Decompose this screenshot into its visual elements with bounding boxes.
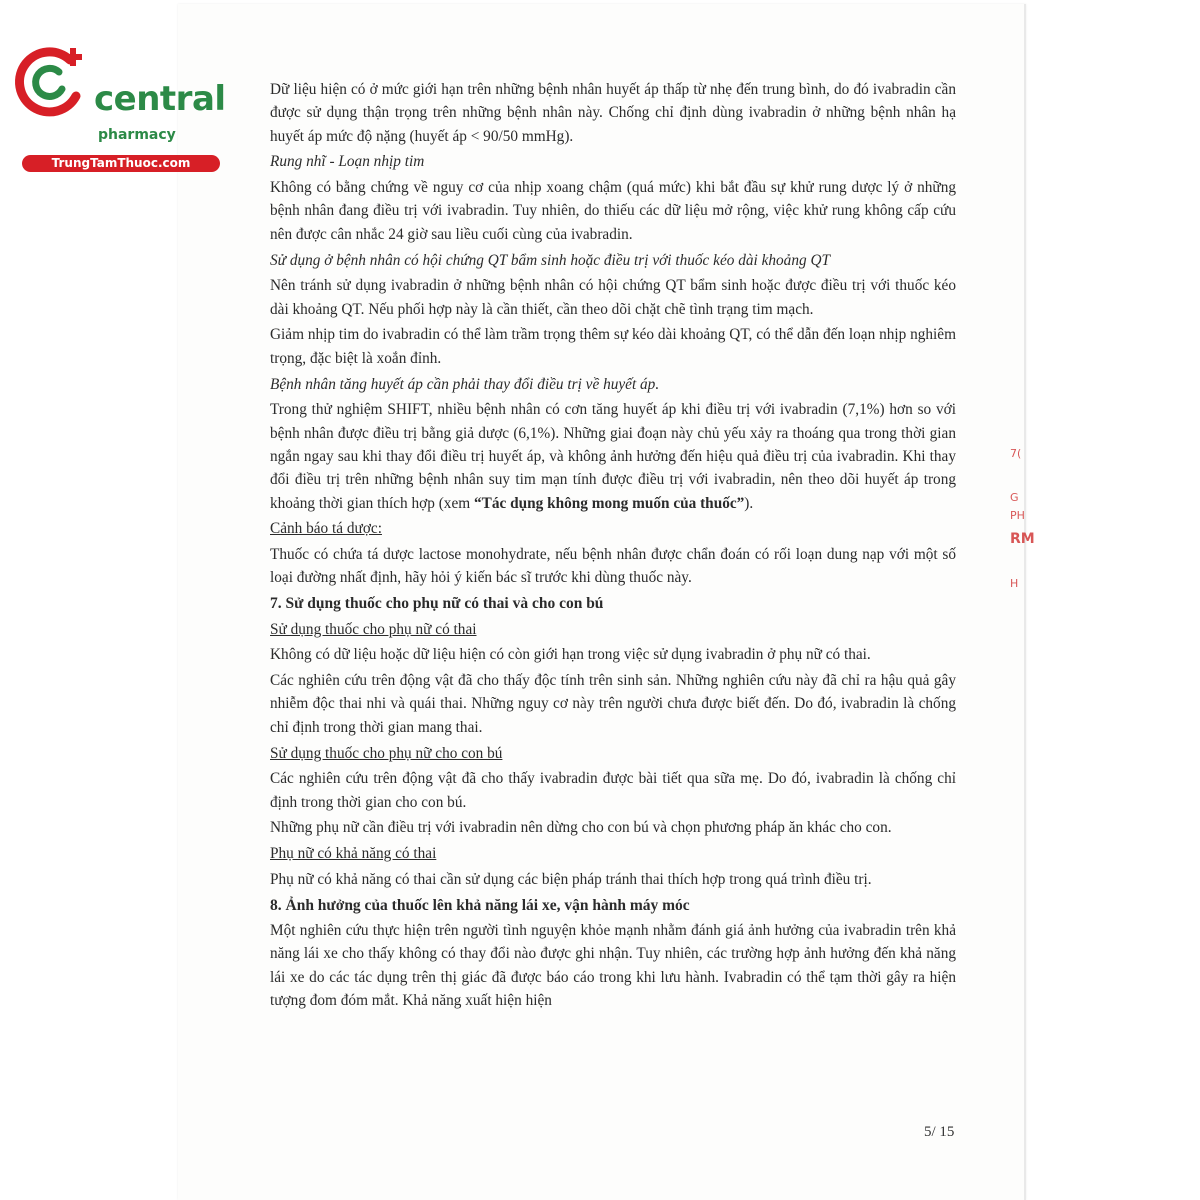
red-stamp-fragment (1008, 447, 1035, 598)
page-number: 5/ 15 (924, 1124, 955, 1140)
stamp-fragment-3: PH (1010, 509, 1025, 522)
heading-fertility: Phụ nữ có khả năng có thai (270, 845, 437, 863)
paragraph-pregnancy-data: Không có dữ liệu hoặc dữ liệu hiện có còn giới hạn trong việc sử dụng ivabradin ở phụ nữ có thai. (270, 646, 871, 664)
document-body (270, 78, 956, 1015)
paragraph-breast-milk: Các nghiên cứu trên động vật đã cho thấy ivabradin được bài tiết qua sữa mẹ. Do đó, ivabradin là chống chỉ định trong thời gian cho con bú. (270, 770, 956, 811)
stamp-fragment-1: 7( (1010, 447, 1022, 460)
paragraph-qt-avoid: Nên tránh sử dụng ivabradin ở những bệnh nhân có hội chứng QT bẩm sinh hoặc được điều trị với thuốc kéo dài khoảng QT. Nếu phối hợp này là cần thiết, cần theo dõi chặt chẽ tình trạng tim mạch. (270, 277, 956, 318)
heading-excipient-warning: Cảnh báo tá dược: (270, 520, 382, 538)
paragraph-animal-studies: Các nghiên cứu trên động vật đã cho thấy độc tính trên sinh sản. Những nghiên cứu này đã chỉ ra hậu quả gây nhiễm độc thai nhi và quái thai. Những nguy cơ này trên người chưa được biết đến. Do đó, ivabradin là chống chỉ định trong thời gian mang thai. (270, 672, 956, 736)
shift-trial-text: Trong thử nghiệm SHIFT, nhiều bệnh nhân có cơn tăng huyết áp khi điều trị với ivabradin (7,1%) hơn so với bệnh nhân được điều trị bằng giả dược (6,1%). Những giai đoạn này chủ yếu xảy ra thoáng qua trong thời gian ngắn ngay sau khi thay đổi điều trị huyết áp, và không ảnh hưởng đến hiệu quả điều trị của ivabradin. Khi thay đổi điều trị trên những bệnh nhân suy tim mạn tính được điều trị với ivabradin, nên theo dõi huyết áp trong khoảng thời gian thích hợp (xem (270, 401, 956, 512)
heading-qt-syndrome: Sử dụng ở bệnh nhân có hội chứng QT bẩm sinh hoặc điều trị với thuốc kéo dài khoảng QT (270, 251, 830, 269)
paragraph-contraception: Phụ nữ có khả năng có thai cần sử dụng các biện pháp tránh thai thích hợp trong quá trình điều trị. (270, 871, 872, 888)
heading-atrial-fibrillation: Rung nhĩ - Loạn nhịp tim (270, 153, 425, 171)
stamp-fragment-4: RM (1010, 531, 1035, 547)
heading-lactation: Sử dụng thuốc cho phụ nữ cho con bú (270, 744, 503, 762)
stamp-fragment-5: H (1010, 577, 1019, 590)
paragraph-lactose: Thuốc có chứa tá dược lactose monohydrate, nếu bệnh nhân được chẩn đoán có rối loạn dung nạp với một số loại đường nhất định, hãy hỏi ý kiến bác sĩ trước khi dùng thuốc này. (270, 546, 956, 587)
paragraph-driving: Một nghiên cứu thực hiện trên người tình nguyện khỏe mạnh nhằm đánh giá ảnh hưởng của ivabradin trên khả năng lái xe cho thấy không có thay đổi nào được ghi nhận. Tuy nhiên, các trường hợp ảnh hưởng đến khả năng lái xe do các tác dụng trên thị giác đã được báo cáo trong khi lưu hành. Ivabradin có thể tạm thời gây ra hiện tượng đom đóm mắt. Khả năng xuất hiện hiện (270, 922, 956, 1009)
brand-name: central (94, 79, 226, 119)
paragraph-qt-torsades: Giảm nhịp tim do ivabradin có thể làm trầm trọng thêm sự kéo dài khoảng QT, có thể dẫn đến loạn nhịp nghiêm trọng, đặc biệt là xoắn đỉnh. (270, 326, 956, 367)
heading-pregnancy: Sử dụng thuốc cho phụ nữ có thai (270, 620, 477, 638)
shift-trial-end: ). (744, 494, 754, 512)
paragraph-stop-breastfeeding: Những phụ nữ cần điều trị với ivabradin nên dừng cho con bú và chọn phương pháp ăn khác cho con. (270, 819, 892, 837)
central-pharmacy-logo[interactable] (10, 38, 226, 170)
paragraph-hypotension: Dữ liệu hiện có ở mức giới hạn trên những bệnh nhân huyết áp thấp từ nhẹ đến trung bình, do đó ivabradin cần được sử dụng thận trọng trên những bệnh nhân này. Chống chỉ định dùng ivabradin ở những bệnh nhân hạ huyết áp mức độ nặng (huyết áp < 90/50 mmHg). (270, 81, 956, 145)
paragraph-cardioversion: Không có bằng chứng về nguy cơ của nhịp xoang chậm (quá mức) khi bắt đầu sự khử rung dược lý ở những bệnh nhân đang điều trị với ivabradin. Tuy nhiên, do thiếu các dữ liệu mở rộng, việc khử rung không cấp cứu nên được cân nhắc 24 giờ sau liều cuối cùng của ivabradin. (270, 179, 956, 243)
stamp-fragment-2: G (1010, 491, 1019, 504)
adverse-effects-reference: “Tác dụng không mong muốn của thuốc” (473, 494, 745, 512)
section-8-title: 8. Ảnh hưởng của thuốc lên khả năng lái xe, vận hành máy móc (270, 896, 690, 914)
page-edge (1024, 4, 1026, 1200)
brand-url-badge[interactable]: TrungTamThuoc.com (22, 155, 220, 172)
paragraph-shift-trial (270, 398, 956, 514)
section-7-title: 7. Sử dụng thuốc cho phụ nữ có thai và cho con bú (270, 595, 604, 613)
heading-hypertension: Bệnh nhân tăng huyết áp cần phải thay đổi điều trị về huyết áp. (270, 375, 660, 393)
pharmacy-cross-logo-icon (10, 38, 94, 122)
brand-subtitle: pharmacy (98, 127, 176, 143)
